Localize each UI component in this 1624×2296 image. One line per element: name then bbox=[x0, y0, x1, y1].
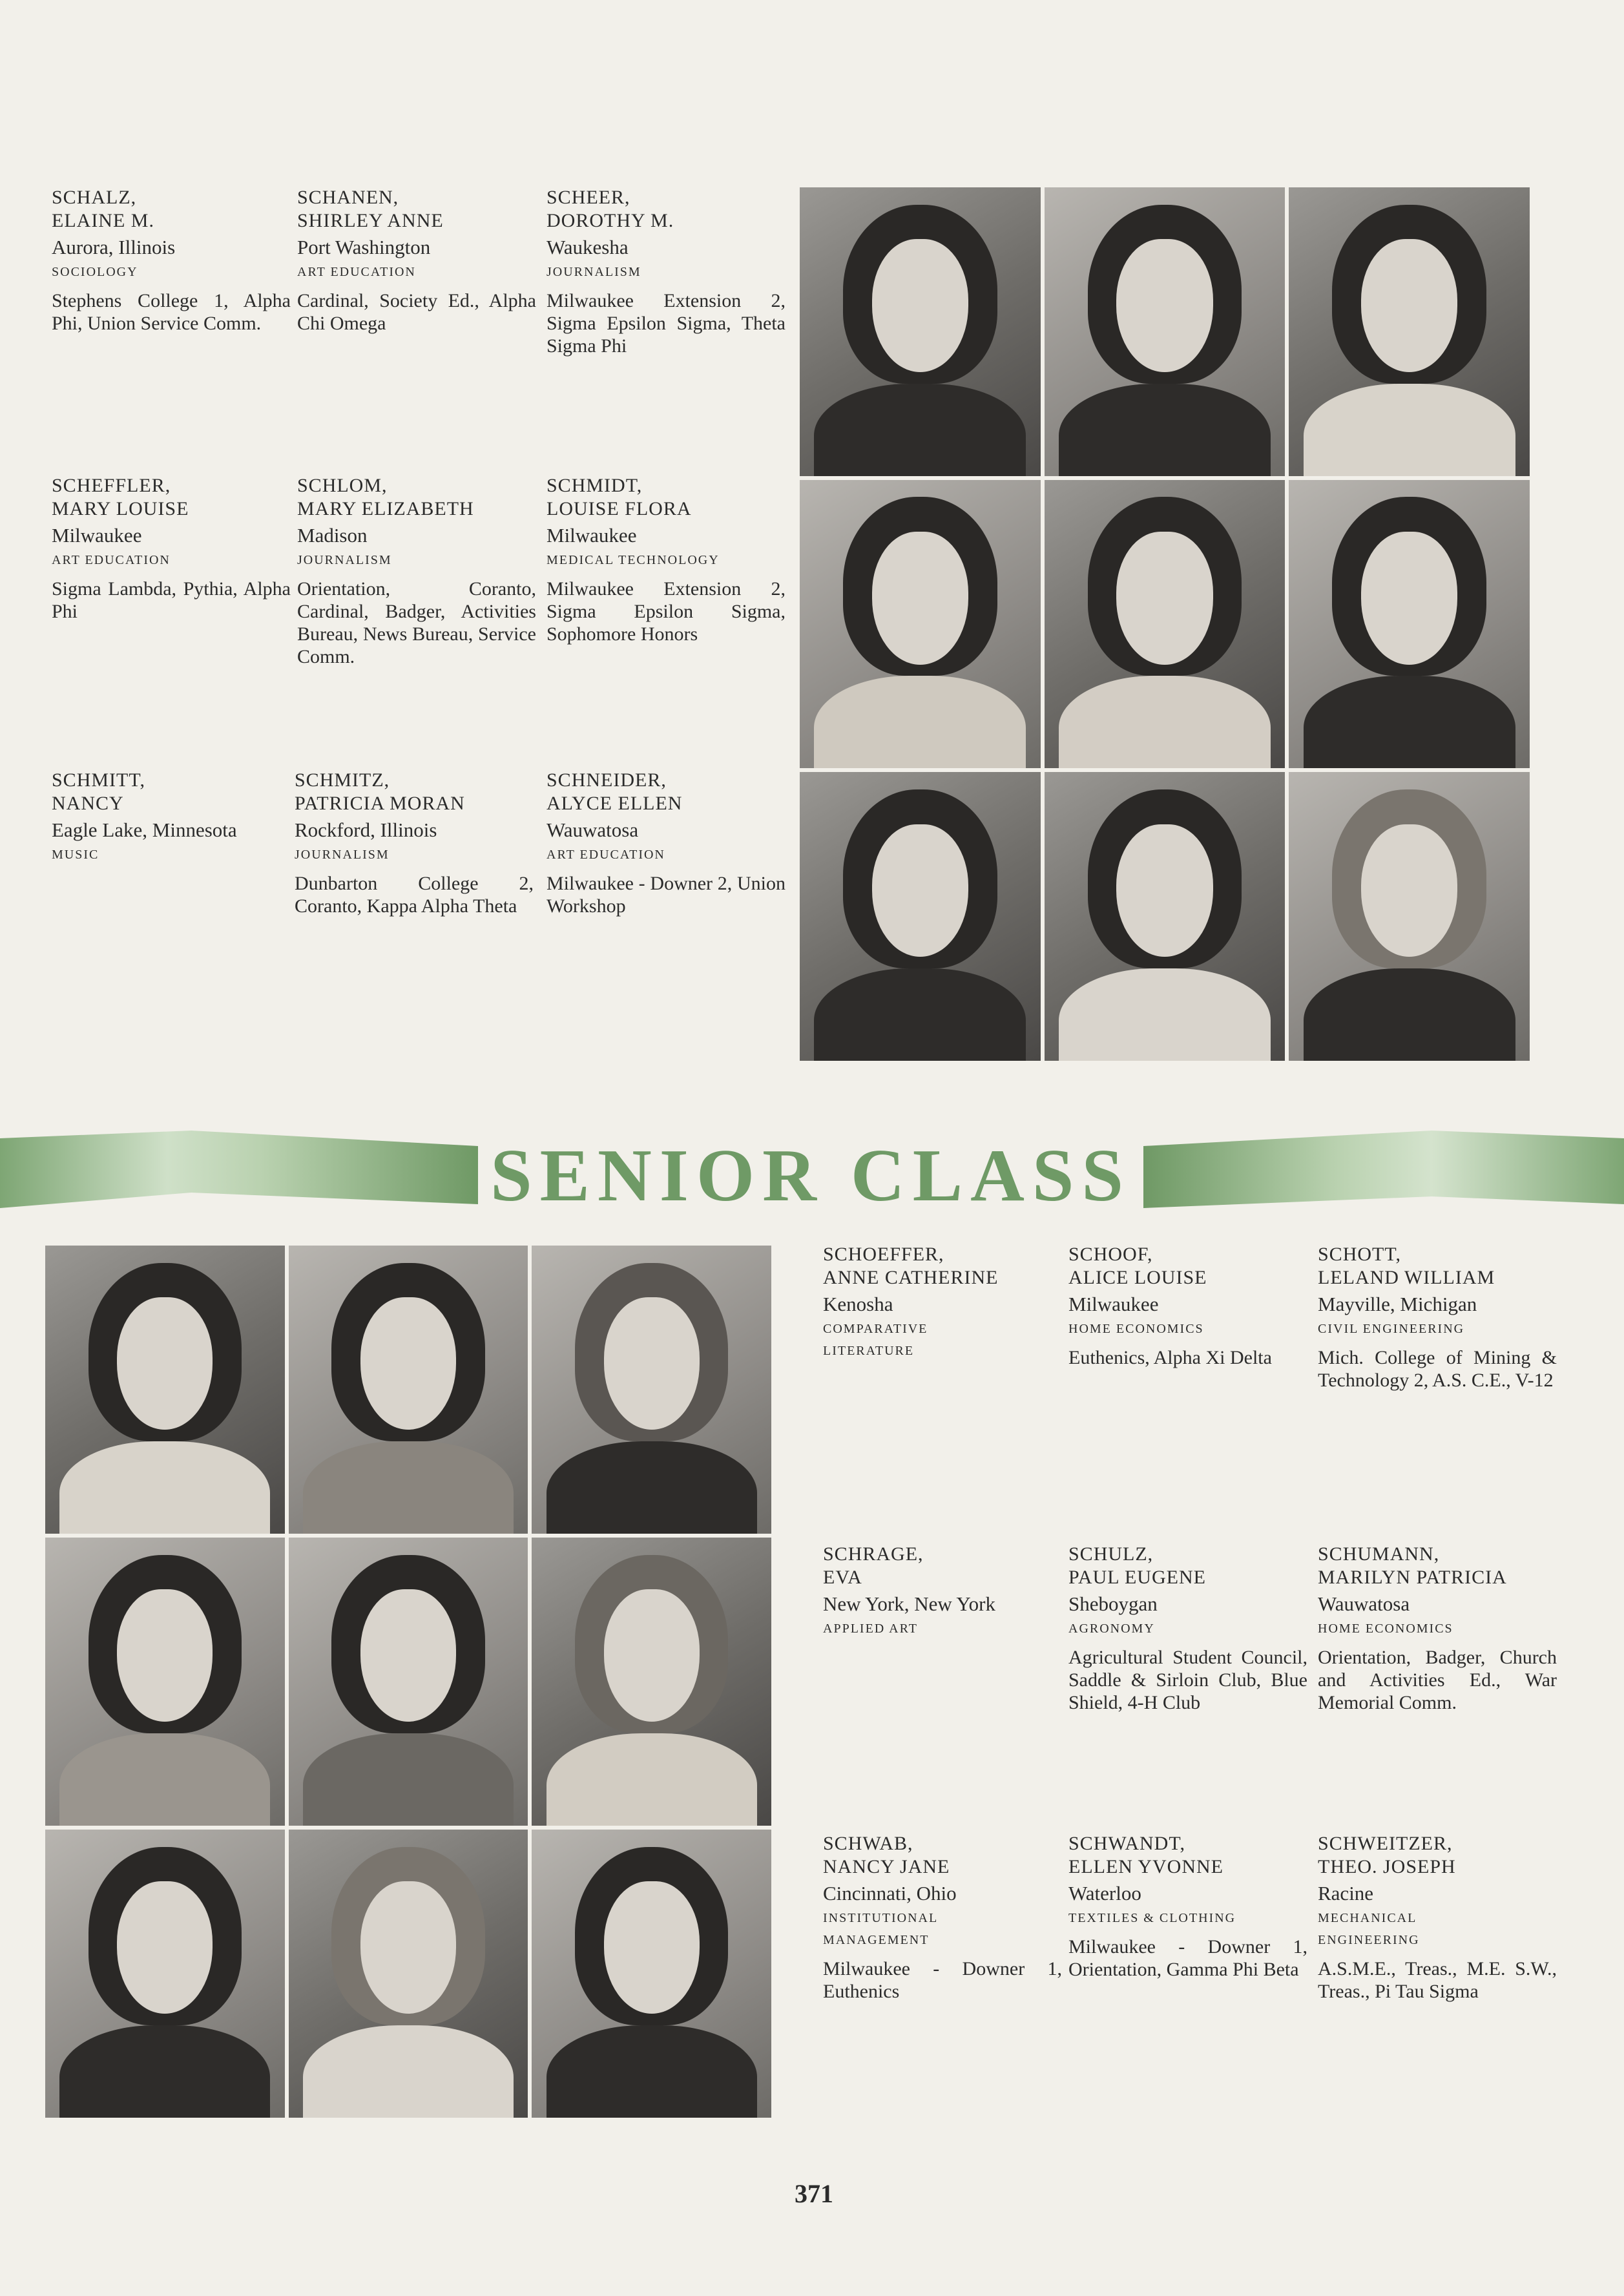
hometown: Racine bbox=[1318, 1882, 1374, 1905]
student-entry bbox=[52, 769, 291, 872]
portrait-photo bbox=[532, 1538, 771, 1826]
page-number: 371 bbox=[795, 2179, 833, 2208]
activities: Milwaukee - Downer 1, Orientation, Gamma Phi Beta bbox=[1068, 1936, 1307, 1980]
student-name: SCHMIDT, LOUISE FLORA bbox=[547, 475, 692, 519]
major: JOURNALISM bbox=[295, 848, 390, 862]
hometown: Waterloo bbox=[1068, 1882, 1141, 1905]
portrait-photo bbox=[1289, 480, 1530, 769]
activities: Cardinal, Society Ed., Alpha Chi Omega bbox=[297, 290, 536, 334]
student-name: SCHEFFLER, MARY LOUISE bbox=[52, 475, 189, 519]
major: MUSIC bbox=[52, 848, 99, 862]
activities: Orientation, Coranto, Cardinal, Badger, Activities Bureau, News Bureau, Service Comm. bbox=[297, 578, 536, 667]
student-name: SCHOOF, ALICE LOUISE bbox=[1068, 1244, 1207, 1288]
activities: Milwaukee Extension 2, Sigma Epsilon Sigma, Theta Sigma Phi bbox=[547, 290, 786, 357]
student-entry bbox=[52, 474, 291, 623]
activities: Agricultural Student Council, Saddle & Sirloin Club, Blue Shield, 4-H Club bbox=[1068, 1647, 1307, 1713]
portrait-photo bbox=[1289, 772, 1530, 1061]
major: AGRONOMY bbox=[1068, 1622, 1155, 1636]
major: ART EDUCATION bbox=[297, 265, 416, 279]
student-entry bbox=[297, 474, 536, 668]
hometown: New York, New York bbox=[823, 1592, 995, 1615]
hometown: Milwaukee bbox=[52, 524, 142, 547]
student-name: SCHANEN, SHIRLEY ANNE bbox=[297, 187, 444, 231]
student-name: SCHMITZ, PATRICIA MORAN bbox=[295, 769, 465, 814]
student-name: SCHOEFFER, ANNE CATHERINE bbox=[823, 1244, 999, 1288]
student-entry bbox=[1318, 1543, 1557, 1714]
student-entry bbox=[547, 769, 786, 917]
portrait-photo bbox=[45, 1246, 285, 1534]
activities: Stephens College 1, Alpha Phi, Union Service Comm. bbox=[52, 290, 291, 334]
portrait-photo bbox=[289, 1246, 528, 1534]
student-entry bbox=[295, 769, 534, 917]
hometown: Wauwatosa bbox=[547, 819, 639, 841]
portrait-photo bbox=[532, 1246, 771, 1534]
activities: Milwaukee Extension 2, Sigma Epsilon Sigma, Sophomore Honors bbox=[547, 578, 786, 645]
student-entry bbox=[823, 1832, 1062, 2003]
student-name: SCHEER, DOROTHY M. bbox=[547, 187, 674, 231]
hometown: Rockford, Illinois bbox=[295, 819, 437, 841]
portrait-photo bbox=[1289, 187, 1530, 476]
hometown: Port Washington bbox=[297, 236, 431, 258]
major: APPLIED ART bbox=[823, 1622, 918, 1636]
hometown: Madison bbox=[297, 524, 368, 547]
major: HOME ECONOMICS bbox=[1318, 1622, 1453, 1636]
activities: Mich. College of Mining & Technology 2, A.S. C.E., V-12 bbox=[1318, 1347, 1557, 1391]
major: COMPARATIVE LITERATURE bbox=[823, 1322, 928, 1358]
student-entry bbox=[52, 186, 291, 335]
banner-title: SENIOR CLASS bbox=[490, 1134, 1131, 1217]
major: TEXTILES & CLOTHING bbox=[1068, 1911, 1236, 1925]
portrait-photo bbox=[45, 1830, 285, 2118]
major: ART EDUCATION bbox=[547, 848, 665, 862]
portrait-photo bbox=[800, 187, 1041, 476]
student-entry bbox=[1068, 1243, 1307, 1369]
activities: Dunbarton College 2, Coranto, Kappa Alpha Theta bbox=[295, 873, 534, 917]
major: MEDICAL TECHNOLOGY bbox=[547, 553, 720, 567]
student-name: SCHWEITZER, THEO. JOSEPH bbox=[1318, 1833, 1456, 1877]
major: JOURNALISM bbox=[547, 265, 641, 279]
student-entry bbox=[547, 474, 786, 645]
student-name: SCHNEIDER, ALYCE ELLEN bbox=[547, 769, 683, 814]
student-name: SCHWAB, NANCY JANE bbox=[823, 1833, 950, 1877]
ribbon-right bbox=[1143, 1131, 1624, 1208]
ribbon-left bbox=[0, 1131, 478, 1208]
student-name: SCHWANDT, ELLEN YVONNE bbox=[1068, 1833, 1224, 1877]
student-entry bbox=[1318, 1832, 1557, 2003]
student-name: SCHRAGE, EVA bbox=[823, 1543, 924, 1588]
hometown: Milwaukee bbox=[1068, 1293, 1159, 1315]
activities: Milwaukee - Downer 1, Euthenics bbox=[823, 1958, 1062, 2002]
activities: A.S.M.E., Treas., M.E. S.W., Treas., Pi Tau Sigma bbox=[1318, 1958, 1557, 2002]
student-name: SCHOTT, LELAND WILLIAM bbox=[1318, 1244, 1495, 1288]
hometown: Sheboygan bbox=[1068, 1592, 1158, 1615]
hometown: Mayville, Michigan bbox=[1318, 1293, 1477, 1315]
major: JOURNALISM bbox=[297, 553, 392, 567]
major: INSTITUTIONAL MANAGEMENT bbox=[823, 1911, 939, 1947]
student-entry bbox=[1068, 1543, 1307, 1714]
portrait-photo bbox=[532, 1830, 771, 2118]
major: MECHANICAL ENGINEERING bbox=[1318, 1911, 1420, 1947]
portrait-grid-bottom bbox=[45, 1246, 771, 2118]
portrait-photo bbox=[800, 480, 1041, 769]
hometown: Aurora, Illinois bbox=[52, 236, 176, 258]
student-entry bbox=[823, 1243, 1062, 1368]
portrait-grid-top bbox=[800, 187, 1530, 1061]
major: CIVIL ENGINEERING bbox=[1318, 1322, 1465, 1336]
portrait-photo bbox=[800, 772, 1041, 1061]
activities: Milwaukee - Downer 2, Union Workshop bbox=[547, 873, 786, 917]
major: ART EDUCATION bbox=[52, 553, 171, 567]
student-name: SCHULZ, PAUL EUGENE bbox=[1068, 1543, 1206, 1588]
student-entry bbox=[823, 1543, 1062, 1646]
portrait-photo bbox=[1045, 187, 1286, 476]
hometown: Cincinnati, Ohio bbox=[823, 1882, 957, 1905]
activities: Euthenics, Alpha Xi Delta bbox=[1068, 1347, 1272, 1368]
portrait-photo bbox=[289, 1830, 528, 2118]
activities: Sigma Lambda, Pythia, Alpha Phi bbox=[52, 578, 291, 622]
student-entry bbox=[547, 186, 786, 357]
major: HOME ECONOMICS bbox=[1068, 1322, 1204, 1336]
student-name: SCHALZ, ELAINE M. bbox=[52, 187, 154, 231]
activities: Orientation, Badger, Church and Activities Ed., War Memorial Comm. bbox=[1318, 1647, 1557, 1713]
senior-class-banner bbox=[0, 1111, 1624, 1227]
portrait-photo bbox=[1045, 772, 1286, 1061]
student-name: SCHMITT, NANCY bbox=[52, 769, 145, 814]
student-entry bbox=[297, 186, 536, 335]
portrait-photo bbox=[1045, 480, 1286, 769]
hometown: Wauwatosa bbox=[1318, 1592, 1410, 1615]
hometown: Kenosha bbox=[823, 1293, 893, 1315]
student-name: SCHUMANN, MARILYN PATRICIA bbox=[1318, 1543, 1507, 1588]
major: SOCIOLOGY bbox=[52, 265, 138, 279]
hometown: Milwaukee bbox=[547, 524, 637, 547]
hometown: Waukesha bbox=[547, 236, 629, 258]
student-name: SCHLOM, MARY ELIZABETH bbox=[297, 475, 474, 519]
portrait-photo bbox=[289, 1538, 528, 1826]
student-entry bbox=[1318, 1243, 1557, 1392]
portrait-photo bbox=[45, 1538, 285, 1826]
student-entry bbox=[1068, 1832, 1307, 1981]
hometown: Eagle Lake, Minnesota bbox=[52, 819, 237, 841]
